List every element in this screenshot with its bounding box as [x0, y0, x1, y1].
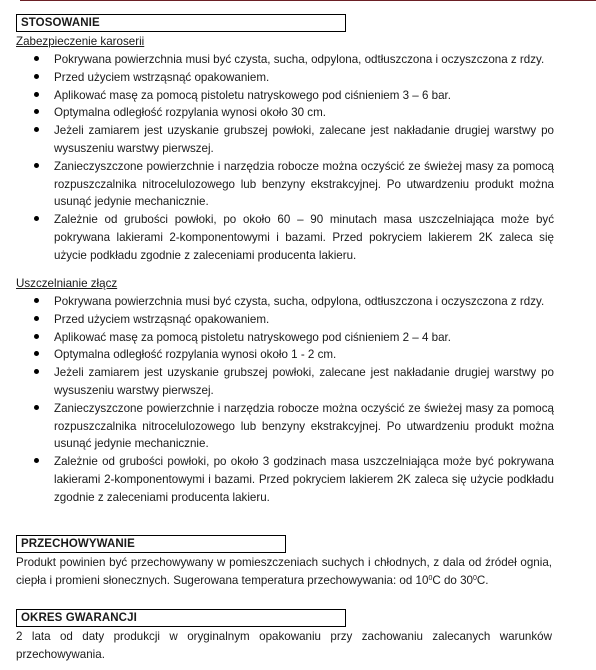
- top-rule: [20, 0, 596, 1]
- bullet-icon: [34, 56, 39, 61]
- bullet-icon: [34, 216, 39, 221]
- gwarancja-text: 2 lata od daty produkcji w oryginalnym opakowaniu przy zachowaniu zalecanych warunków przechowywania.: [16, 630, 552, 661]
- bullet-icon: [34, 298, 39, 303]
- list-item: [0, 51, 596, 69]
- karoseria-list: [0, 51, 596, 265]
- list-item-text: Jeżeli zamiarem jest uzyskanie grubszej powłoki, zalecane jest nakładanie drugiej warstwy po wysuszeniu warstwy pierwszej.: [54, 124, 554, 155]
- bullet-icon: [34, 334, 39, 339]
- list-item-text: Przed użyciem wstrząsnąć opakowaniem.: [54, 312, 270, 326]
- list-item: [0, 104, 596, 122]
- list-item: [0, 69, 596, 87]
- list-item: [0, 311, 596, 329]
- list-item-text: Aplikować masę za pomocą pistoletu natryskowego pod ciśnieniem 2 – 4 bar.: [54, 330, 451, 344]
- list-item: [0, 364, 596, 400]
- bullet-icon: [34, 109, 39, 114]
- list-item: [0, 329, 596, 347]
- list-item-text: Zależnie od grubości powłoki, po około 3 godzinach masa uszczelniająca może być pokrywana lakierami 2-komponentowymi i bazami. Przed pokryciem lakierem 2K zaleca się użycie podkładu zgodnie z zaleceniami producenta lakieru.: [54, 455, 554, 504]
- list-item-text: Zanieczyszczone powierzchnie i narzędzia robocze można oczyścić ze świeżej masy za pomocą rozpuszczalnika nitrocelulozowego lub benzyny ekstrakcyjnej. Po utwardzeniu produkt można usunąć jedynie mechanicznie.: [54, 401, 554, 451]
- subheading-karoseria: Zabezpieczenie karoserii: [16, 35, 145, 48]
- list-item: [0, 122, 596, 158]
- list-item-text: Optymalna odległość rozpylania wynosi około 1 - 2 cm.: [54, 348, 337, 362]
- zlacza-list: [0, 293, 596, 507]
- list-item-text: Pokrywana powierzchnia musi być czysta, sucha, odpylona, odtłuszczona i oczyszczona z rdzy.: [54, 53, 545, 66]
- list-item-text: Zależnie od grubości powłoki, po około 60 – 90 minutach masa uszczelniająca może być pokrywana lakierami 2-komponentowymi i bazami. Przed pokryciem lakierem 2K zaleca się użycie podkładu zgodnie z zaleceniami producenta lakieru.: [54, 213, 554, 262]
- section-title-przechowywanie: PRZECHOWYWANIE: [16, 535, 286, 553]
- list-item: [0, 453, 596, 506]
- bullet-icon: [34, 127, 39, 132]
- list-item-text: Optymalna odległość rozpylania wynosi około 30 cm.: [54, 106, 326, 120]
- przechowywanie-text: Produkt powinien być przechowywany w pomieszczeniach suchych i chłodnych, z dala od źródeł ognia, ciepła i promieni słonecznych. Sugerowana temperatura przechowywania: od $10^0C$ do $30^0C$.: [16, 556, 552, 587]
- section-title-gwarancja: OKRES GWARANCJI: [16, 609, 346, 627]
- bullet-icon: [34, 316, 39, 321]
- list-item-text: Zanieczyszczone powierzchnie i narzędzia robocze można oczyścić ze świeżej masy za pomocą rozpuszczalnika nitrocelulozowego lub benzyny ekstrakcyjnej. Po utwardzeniu produkt można usunąć jedynie mechanicznie.: [54, 159, 554, 209]
- list-item: [0, 158, 596, 211]
- bullet-icon: [34, 369, 39, 374]
- list-item-text: Aplikować masę za pomocą pistoletu natryskowego pod ciśnieniem 3 – 6 bar.: [54, 88, 451, 102]
- list-item: [0, 400, 596, 453]
- list-item: [0, 293, 596, 311]
- list-item-text: Jeżeli zamiarem jest uzyskanie grubszej powłoki, zalecane jest nakładanie drugiej warstwy po wysuszeniu warstwy pierwszej.: [54, 366, 554, 397]
- bullet-icon: [34, 351, 39, 356]
- bullet-icon: [34, 405, 39, 410]
- bullet-icon: [34, 74, 39, 79]
- list-item: [0, 346, 596, 364]
- bullet-icon: [34, 458, 39, 463]
- section-title-stosowanie: STOSOWANIE: [16, 14, 346, 32]
- list-item: [0, 87, 596, 105]
- subheading-zlacza: Uszczelnianie złącz: [16, 277, 118, 290]
- list-item-text: Przed użyciem wstrząsnąć opakowaniem.: [54, 70, 270, 84]
- list-item: [0, 211, 596, 264]
- bullet-icon: [34, 92, 39, 97]
- bullet-icon: [34, 163, 39, 168]
- list-item-text: Pokrywana powierzchnia musi być czysta, sucha, odpylona, odtłuszczona i oczyszczona z rdzy.: [54, 295, 545, 308]
